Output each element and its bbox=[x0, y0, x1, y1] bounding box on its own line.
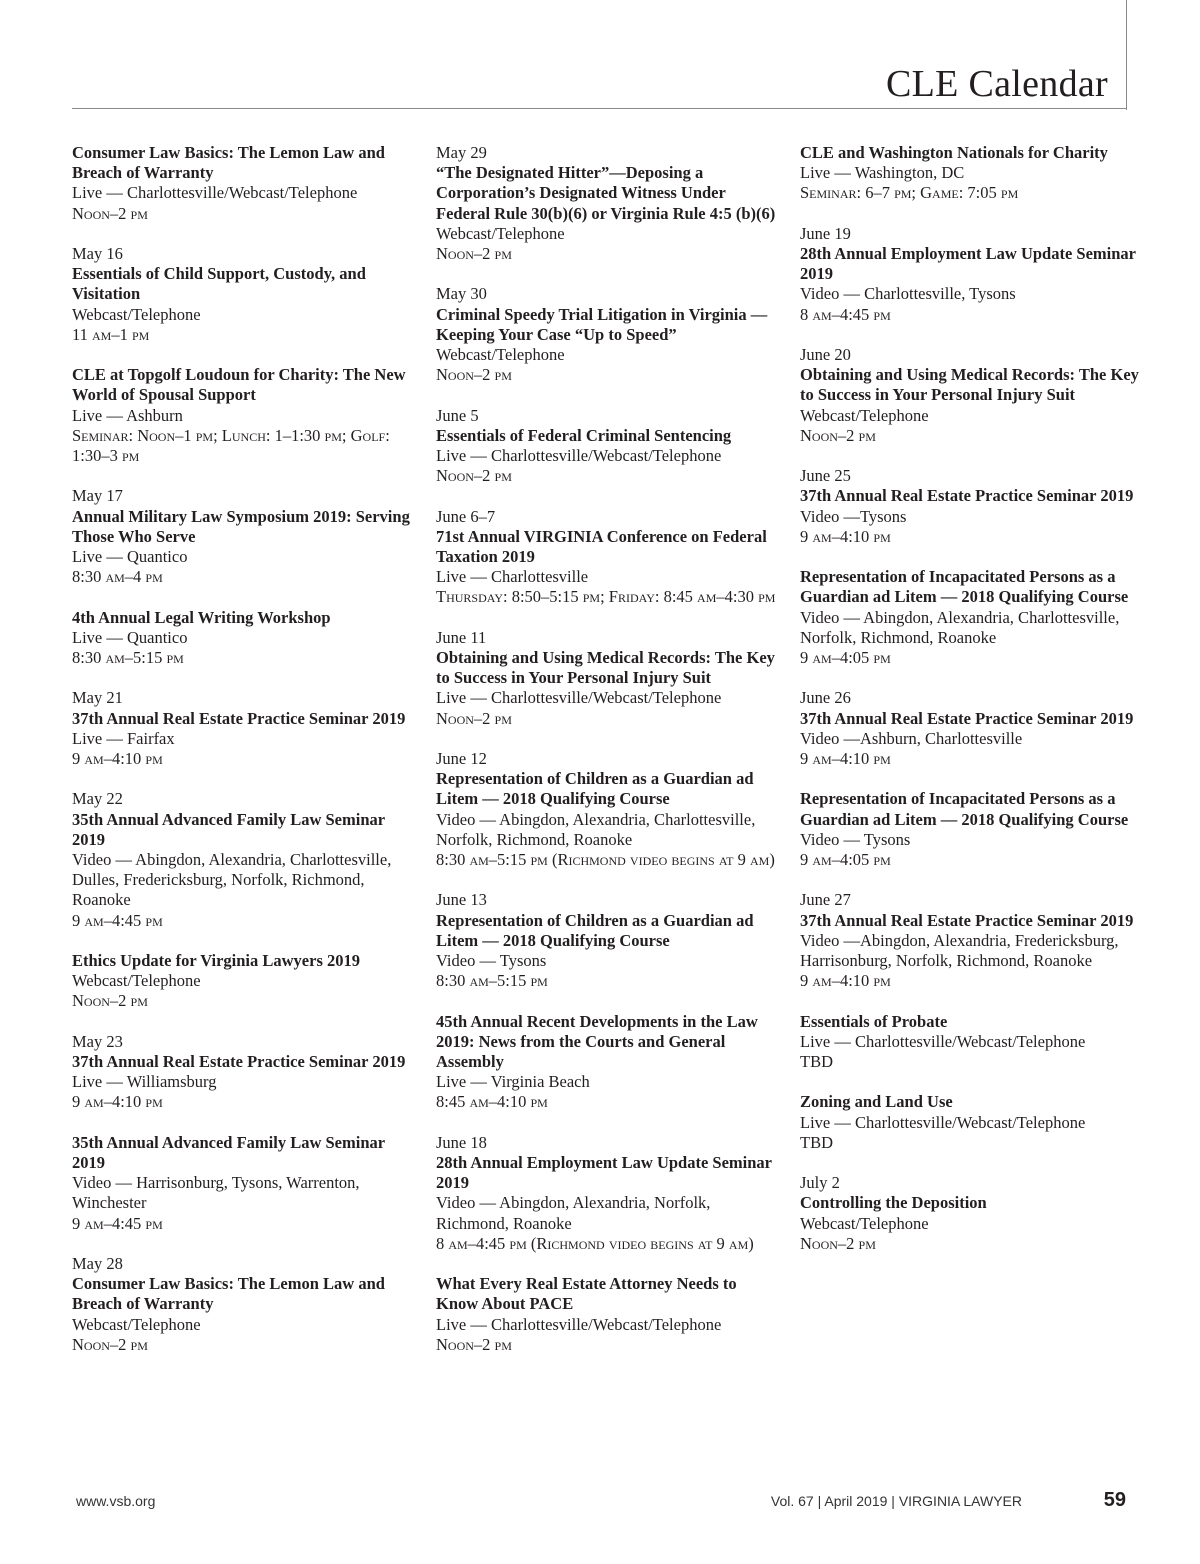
entry-time: 9 am–4:10 pm bbox=[800, 971, 891, 991]
calendar-entry bbox=[436, 143, 776, 264]
entry-location: Video — Abingdon, Alexandria, Charlottesville, Norfolk, Richmond, Roanoke bbox=[800, 607, 1120, 647]
entry-date: June 6–7 bbox=[436, 506, 496, 526]
entry-location: Live — Charlottesville/Webcast/Telephone bbox=[436, 688, 722, 708]
entry-title: 37th Annual Real Estate Practice Seminar 2019 bbox=[800, 708, 1134, 728]
calendar-column-2 bbox=[436, 143, 776, 1375]
entry-time: 9 am–4:05 pm bbox=[800, 648, 891, 668]
entry-time: 8:30 am–5:15 pm bbox=[72, 648, 184, 668]
entry-time: 8:30 am–5:15 pm bbox=[436, 971, 548, 991]
calendar-entry bbox=[72, 1133, 412, 1234]
entry-title: “The Designated Hitter”—Deposing a Corporation’s Designated Witness Under Federal Rule 30(b)(6) or Virginia Rule 4:5 (b)(6) bbox=[436, 163, 776, 223]
entry-time: TBD bbox=[800, 1052, 833, 1072]
entry-time: Seminar: 6–7 pm; Game: 7:05 pm bbox=[800, 183, 1019, 203]
entry-title: 71st Annual VIRGINIA Conference on Federal Taxation 2019 bbox=[436, 526, 767, 567]
entry-date: June 18 bbox=[436, 1132, 487, 1152]
entry-date: June 13 bbox=[436, 890, 487, 910]
entry-title: 35th Annual Advanced Family Law Seminar 2019 bbox=[72, 809, 385, 849]
entry-location: Video — Harrisonburg, Tysons, Warrenton, Winchester bbox=[72, 1173, 360, 1213]
entry-location: Live — Charlottesville/Webcast/Telephone bbox=[800, 1031, 1086, 1051]
entry-date: June 12 bbox=[436, 749, 487, 769]
entry-title: 45th Annual Recent Developments in the Law 2019: News from the Courts and General Assembly bbox=[436, 1011, 758, 1072]
entry-date: May 17 bbox=[72, 486, 123, 506]
entry-title: 37th Annual Real Estate Practice Seminar 2019 bbox=[800, 486, 1134, 506]
calendar-entry bbox=[72, 1032, 412, 1113]
entry-title: Representation of Children as a Guardian ad Litem — 2018 Qualifying Course bbox=[436, 910, 754, 950]
entry-time: 8 am–4:45 pm (Richmond video begins at 9 am) bbox=[436, 1233, 754, 1253]
calendar-entry bbox=[800, 466, 1140, 547]
entry-time: 8:45 am–4:10 pm bbox=[436, 1092, 548, 1112]
entry-time: Noon–2 pm bbox=[436, 466, 512, 486]
entry-title: CLE at Topgolf Loudoun for Charity: The New World of Spousal Support bbox=[72, 365, 406, 405]
entry-time: 11 am–1 pm bbox=[72, 324, 150, 344]
entry-date: June 11 bbox=[436, 627, 487, 647]
entry-title: Controlling the Deposition bbox=[800, 1193, 987, 1213]
calendar-entry bbox=[72, 244, 412, 345]
entry-location: Webcast/Telephone bbox=[72, 304, 201, 324]
entry-time: Thursday: 8:50–5:15 pm; Friday: 8:45 am–4:30 pm bbox=[436, 587, 776, 607]
entry-location: Webcast/Telephone bbox=[800, 1213, 929, 1233]
entry-title: 4th Annual Legal Writing Workshop bbox=[72, 607, 331, 627]
entry-location: Webcast/Telephone bbox=[800, 405, 929, 425]
entry-location: Live — Quantico bbox=[72, 547, 188, 567]
entry-location: Webcast/Telephone bbox=[436, 223, 565, 243]
entry-location: Webcast/Telephone bbox=[72, 1314, 201, 1334]
entry-location: Live — Williamsburg bbox=[72, 1072, 217, 1092]
entry-time: Noon–2 pm bbox=[72, 991, 148, 1011]
footer-issue: Vol. 67 | April 2019 | VIRGINIA LAWYER bbox=[770, 1493, 1022, 1509]
calendar-entry bbox=[436, 1133, 776, 1254]
entry-time: 9 am–4:45 pm bbox=[72, 910, 163, 930]
entry-title: Consumer Law Basics: The Lemon Law and Breach of Warranty bbox=[72, 1274, 385, 1314]
calendar-entry bbox=[800, 1012, 1140, 1073]
entry-time: Noon–2 pm bbox=[800, 1233, 876, 1253]
entry-date: June 26 bbox=[800, 688, 851, 708]
entry-date: May 21 bbox=[72, 688, 123, 708]
entry-location: Live — Charlottesville/Webcast/Telephone bbox=[436, 1314, 722, 1334]
entry-location: Video —Ashburn, Charlottesville bbox=[800, 728, 1023, 748]
calendar-entry bbox=[800, 567, 1140, 668]
entry-date: May 22 bbox=[72, 789, 123, 809]
entry-title: Obtaining and Using Medical Records: The Key to Success in Your Personal Injury Suit bbox=[800, 365, 1139, 405]
calendar-entry bbox=[436, 890, 776, 991]
entry-location: Video — Tysons bbox=[800, 829, 911, 849]
entry-title: Essentials of Federal Criminal Sentencing bbox=[436, 425, 732, 445]
entry-title: Zoning and Land Use bbox=[800, 1092, 953, 1112]
entry-time: 9 am–4:10 pm bbox=[72, 749, 163, 769]
calendar-entry bbox=[436, 406, 776, 487]
entry-location: Video — Abingdon, Alexandria, Charlottesville, Dulles, Fredericksburg, Norfolk, Richmond, Roanoke bbox=[72, 850, 392, 910]
entry-title: 35th Annual Advanced Family Law Seminar 2019 bbox=[72, 1132, 385, 1173]
footer-website[interactable]: www.vsb.org bbox=[76, 1493, 156, 1509]
entry-time: 9 am–4:10 pm bbox=[72, 1092, 163, 1112]
entry-time: 8:30 am–4 pm bbox=[72, 567, 163, 587]
calendar-column-3 bbox=[800, 143, 1140, 1274]
header-rule bbox=[72, 108, 1127, 109]
entry-time: 8:30 am–5:15 pm (Richmond video begins at 9 am) bbox=[436, 850, 775, 870]
entry-title: Representation of Incapacitated Persons as a Guardian ad Litem — 2018 Qualifying Course bbox=[800, 789, 1129, 829]
entry-title: 37th Annual Real Estate Practice Seminar 2019 bbox=[800, 910, 1134, 930]
entry-location: Webcast/Telephone bbox=[72, 971, 201, 991]
entry-title: Consumer Law Basics: The Lemon Law and Breach of Warranty bbox=[72, 143, 385, 183]
entry-date: May 29 bbox=[436, 143, 487, 162]
calendar-entry bbox=[800, 1092, 1140, 1153]
entry-date: May 23 bbox=[72, 1031, 123, 1051]
entry-title: CLE and Washington Nationals for Charity bbox=[800, 143, 1108, 162]
entry-location: Video — Abingdon, Alexandria, Charlottesville, Norfolk, Richmond, Roanoke bbox=[436, 809, 756, 849]
entry-title: Ethics Update for Virginia Lawyers 2019 bbox=[72, 951, 360, 971]
entry-title: 37th Annual Real Estate Practice Seminar 2019 bbox=[72, 708, 406, 728]
calendar-entry bbox=[800, 345, 1140, 446]
calendar-entry bbox=[436, 628, 776, 729]
entry-date: July 2 bbox=[800, 1173, 840, 1193]
entry-location: Video —Tysons bbox=[800, 506, 907, 526]
page-title: CLE Calendar bbox=[885, 63, 1108, 105]
entry-time: TBD bbox=[800, 1132, 833, 1152]
calendar-entry bbox=[436, 1012, 776, 1113]
calendar-entry bbox=[800, 890, 1140, 991]
calendar-column-1 bbox=[72, 143, 412, 1375]
calendar-entry bbox=[72, 143, 412, 224]
entry-date: June 27 bbox=[800, 890, 851, 910]
entry-location: Video — Charlottesville, Tysons bbox=[800, 284, 1016, 304]
entry-title: Obtaining and Using Medical Records: The Key to Success in Your Personal Injury Suit bbox=[436, 648, 775, 688]
entry-location: Live — Ashburn bbox=[72, 405, 183, 425]
entry-location: Live — Charlottesville bbox=[436, 567, 589, 587]
entry-time: 9 am–4:10 pm bbox=[800, 526, 891, 546]
calendar-entry bbox=[800, 688, 1140, 769]
entry-location: Video — Tysons bbox=[436, 951, 547, 971]
entry-location: Video — Abingdon, Alexandria, Norfolk, Richmond, Roanoke bbox=[436, 1193, 711, 1233]
entry-location: Live — Charlottesville/Webcast/Telephone bbox=[800, 1112, 1086, 1132]
entry-location: Live — Charlottesville/Webcast/Telephone bbox=[72, 183, 358, 203]
entry-title: Representation of Children as a Guardian ad Litem — 2018 Qualifying Course bbox=[436, 769, 754, 809]
calendar-entry bbox=[436, 749, 776, 870]
entry-time: Noon–2 pm bbox=[436, 365, 512, 385]
entry-location: Webcast/Telephone bbox=[436, 345, 565, 365]
entry-title: Criminal Speedy Trial Litigation in Virginia —Keeping Your Case “Up to Speed” bbox=[436, 304, 768, 344]
entry-date: June 25 bbox=[800, 466, 851, 486]
entry-date: June 5 bbox=[436, 405, 479, 425]
entry-time: Seminar: Noon–1 pm; Lunch: 1–1:30 pm; Golf: 1:30–3 pm bbox=[72, 425, 390, 466]
entry-date: June 19 bbox=[800, 223, 851, 243]
entry-time: 8 am–4:45 pm bbox=[800, 304, 891, 324]
entry-title: What Every Real Estate Attorney Needs to Know About PACE bbox=[436, 1274, 737, 1314]
entry-title: Essentials of Child Support, Custody, and Visitation bbox=[72, 264, 366, 304]
calendar-entry bbox=[72, 608, 412, 669]
entry-time: 9 am–4:10 pm bbox=[800, 749, 891, 769]
entry-title: 37th Annual Real Estate Practice Seminar 2019 bbox=[72, 1052, 406, 1072]
entry-location: Live — Virginia Beach bbox=[436, 1072, 590, 1092]
entry-location: Live — Quantico bbox=[72, 627, 188, 647]
entry-time: Noon–2 pm bbox=[800, 425, 876, 445]
header-vertical-rule bbox=[1126, 0, 1127, 110]
entry-location: Live — Washington, DC bbox=[800, 163, 965, 183]
entry-location: Live — Charlottesville/Webcast/Telephone bbox=[436, 446, 722, 466]
calendar-entry bbox=[72, 688, 412, 769]
calendar-entry bbox=[436, 1274, 776, 1355]
entry-time: Noon–2 pm bbox=[436, 244, 512, 264]
calendar-entry bbox=[800, 1173, 1140, 1254]
entry-time: Noon–2 pm bbox=[72, 203, 148, 223]
entry-title: 28th Annual Employment Law Update Seminar 2019 bbox=[436, 1153, 772, 1193]
entry-time: Noon–2 pm bbox=[436, 1334, 512, 1354]
entry-time: 9 am–4:45 pm bbox=[72, 1213, 163, 1233]
page-number: 59 bbox=[1103, 1489, 1126, 1511]
entry-time: Noon–2 pm bbox=[436, 708, 512, 728]
entry-date: May 30 bbox=[436, 284, 487, 304]
entry-title: 28th Annual Employment Law Update Seminar 2019 bbox=[800, 244, 1136, 284]
entry-title: Essentials of Probate bbox=[800, 1011, 948, 1031]
calendar-entry bbox=[800, 143, 1140, 204]
entry-title: Annual Military Law Symposium 2019: Serving Those Who Serve bbox=[72, 506, 410, 546]
entry-time: Noon–2 pm bbox=[72, 1334, 148, 1354]
entry-title: Representation of Incapacitated Persons as a Guardian ad Litem — 2018 Qualifying Course bbox=[800, 567, 1129, 607]
entry-date: May 28 bbox=[72, 1254, 123, 1274]
entry-location: Video —Abingdon, Alexandria, Fredericksburg, Harrisonburg, Norfolk, Richmond, Roanoke bbox=[800, 930, 1119, 971]
entry-time: 9 am–4:05 pm bbox=[800, 850, 891, 870]
calendar-entry bbox=[72, 1254, 412, 1355]
entry-date: June 20 bbox=[800, 345, 851, 364]
calendar-entry bbox=[800, 789, 1140, 870]
calendar-entry bbox=[72, 365, 412, 466]
entry-date: May 16 bbox=[72, 244, 123, 263]
calendar-entry bbox=[72, 951, 412, 1012]
calendar-entry bbox=[436, 284, 776, 385]
calendar-entry bbox=[436, 507, 776, 608]
calendar-entry bbox=[800, 224, 1140, 325]
calendar-entry bbox=[72, 486, 412, 587]
entry-location: Live — Fairfax bbox=[72, 728, 175, 748]
calendar-entry bbox=[72, 789, 412, 930]
